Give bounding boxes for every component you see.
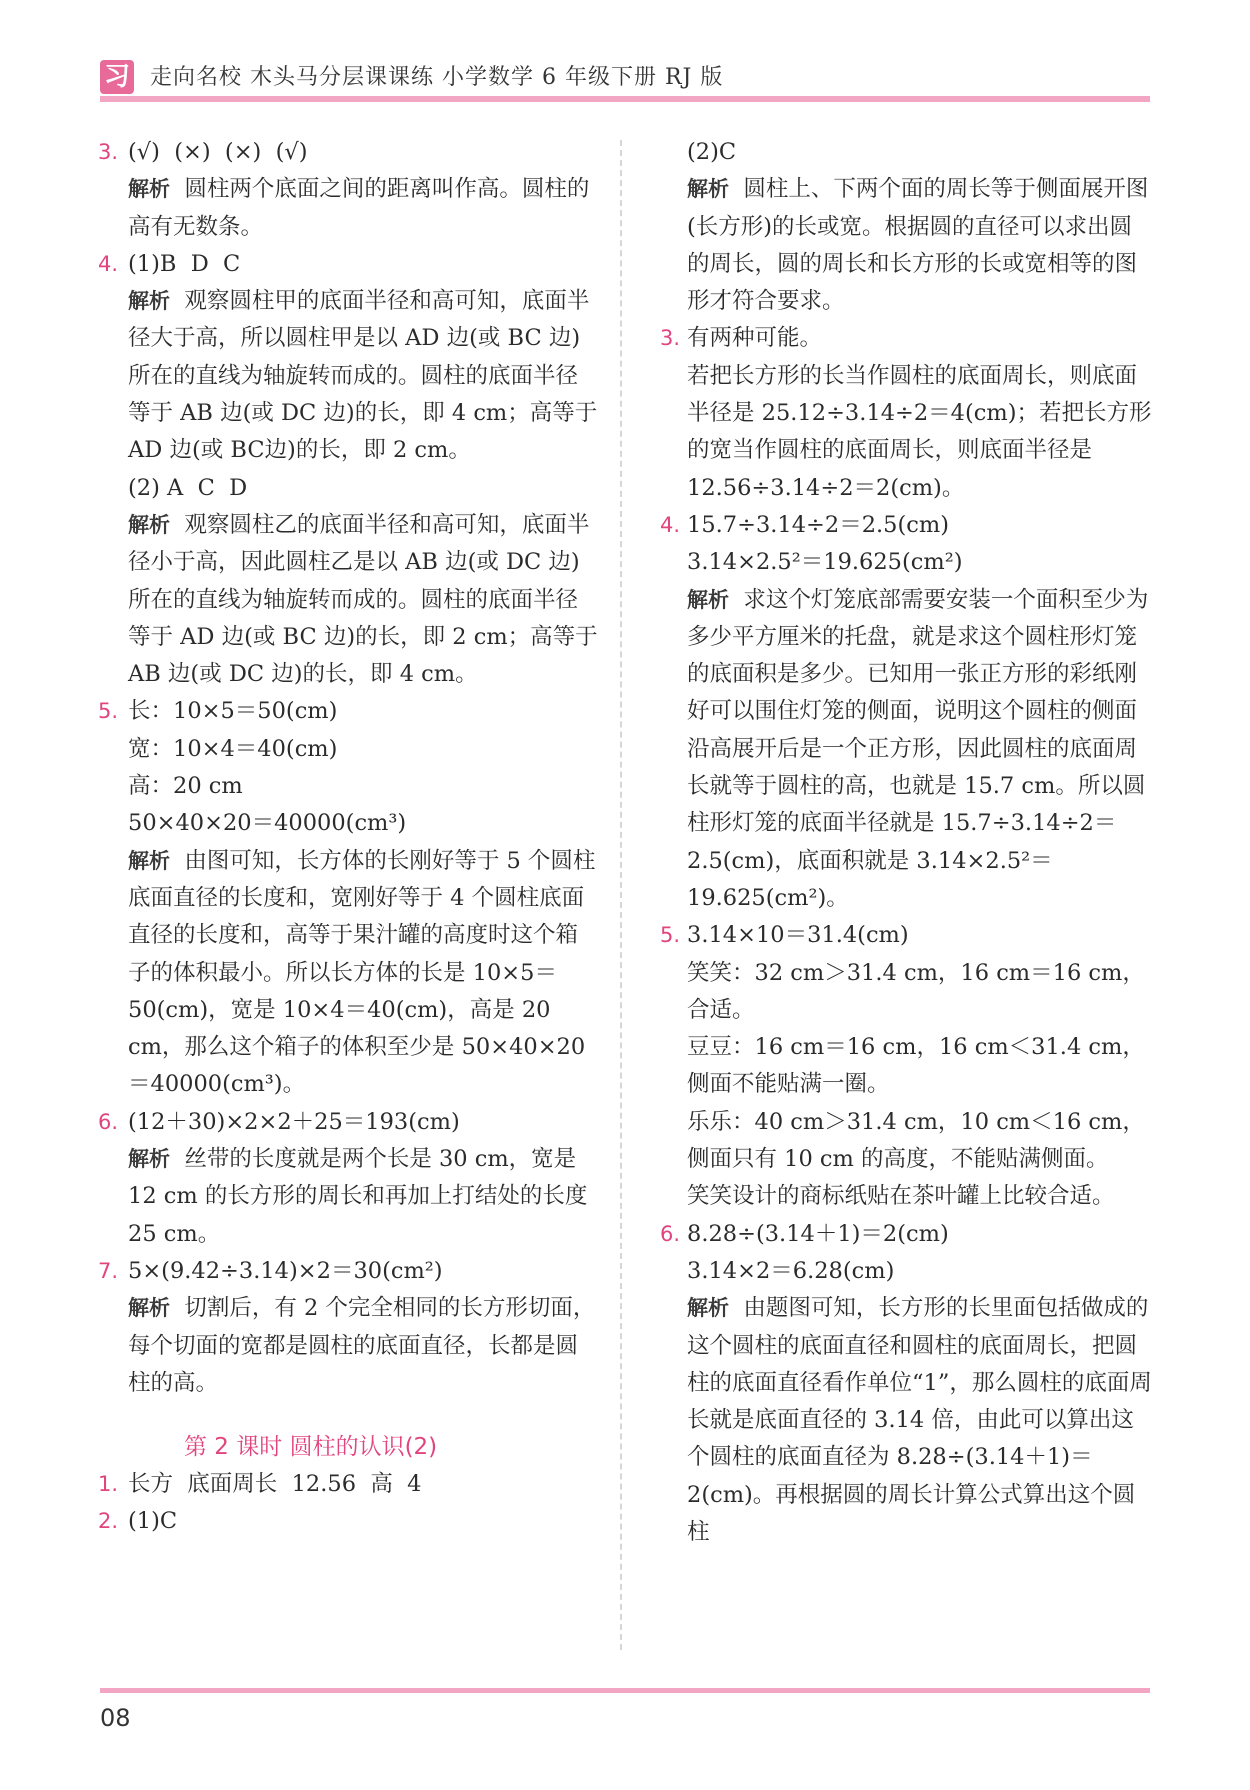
- paragraph-text: 若把长方形的长当作圆柱的底面周长，则底面半径是 25.12÷3.14÷2＝4(cm)；若把长方形的宽当作圆柱的底面周长，则底面半径是 12.56÷3.14÷2＝2(cm)。: [687, 362, 1152, 501]
- book-title: 走向名校 木头马分层课课练 小学数学 6 年级下册 RJ 版: [150, 65, 724, 90]
- answer-item: [100, 1253, 600, 1290]
- question-number: 4.: [98, 251, 119, 276]
- left-column: [98, 134, 605, 1541]
- answer-item: [100, 693, 600, 730]
- paragraph-text: 圆柱上、下两个面的周长等于侧面展开图(长方形)的长或宽。根据圆的直径可以求出圆的周长，圆的周长和长方形的长或宽相等的图形才符合要求。: [687, 176, 1149, 315]
- answer-line: [100, 805, 600, 842]
- question-number: 4.: [660, 512, 681, 537]
- footer-rule: [100, 1688, 1150, 1693]
- answer-line: [662, 358, 1152, 507]
- answer-item: [662, 320, 1152, 357]
- paragraph-text: 乐乐：40 cm＞31.4 cm，10 cm＜16 cm，侧面只有 10 cm 的高度，不能贴满侧面。: [687, 1108, 1145, 1173]
- analysis-label: 解析: [687, 1296, 729, 1321]
- question-number: 2.: [98, 1509, 119, 1534]
- paragraph-text: 丝带的长度就是两个长是 30 cm，宽是 12 cm 的长方形的周长和再加上打结处的长度 25 cm。: [128, 1146, 595, 1247]
- paragraph-text: (2)C: [687, 139, 737, 165]
- page-number: 08: [100, 1704, 131, 1732]
- analysis-label: 解析: [128, 848, 170, 873]
- question-number: 6.: [660, 1221, 681, 1246]
- answer-item: [662, 507, 1152, 544]
- paragraph-text: 3.14×10＝31.4(cm): [687, 922, 909, 949]
- answer-line: [662, 134, 1152, 171]
- analysis-label: 解析: [128, 512, 170, 537]
- paragraph-text: 观察圆柱甲的底面半径和高可知，底面半径大于高，所以圆柱甲是以 AD 边(或 BC 边)所在的直线为轴旋转而成的。圆柱的底面半径等于 AB 边(或 DC 边)的长，即 4 cm；高等于 AD 边(或 BC边)的长，即 2 cm。: [128, 288, 605, 464]
- paragraph-text: 由图可知，长方体的长刚好等于 5 个圆柱底面直径的长度和，宽刚好等于 4 个圆柱底面直径的长度和，高等于果汁罐的高度时这个箱子的体积最小。所以长方体的长是 10×5＝50(cm)，宽是 10×4＝40(cm)，高是 20 cm，那么这个箱子的体积至少是 50×40×20＝40000(cm³)。: [128, 847, 596, 1098]
- answer-item: [100, 246, 600, 283]
- question-number: 6.: [98, 1109, 119, 1134]
- paragraph-text: 笑笑：32 cm＞31.4 cm，16 cm＝16 cm，合适。: [687, 959, 1145, 1023]
- answer-line: [100, 768, 600, 805]
- paragraph-text: 5×(9.42÷3.14)×2＝30(cm²): [128, 1257, 443, 1284]
- answer-item: [100, 1466, 600, 1503]
- book-logo-icon: 习: [100, 60, 134, 94]
- answer-line: [662, 955, 1152, 1030]
- paragraph-text: 长：10×5＝50(cm): [128, 698, 338, 725]
- page-header: [100, 52, 1150, 100]
- answer-line: [662, 1029, 1152, 1104]
- paragraph-text: 笑笑设计的商标纸贴在茶叶罐上比较合适。: [687, 1183, 1115, 1210]
- paragraph-text: 长方 底面周长 12.56 高 4: [128, 1471, 422, 1498]
- paragraph-text: 切割后，有 2 个完全相同的长方形切面，每个切面的宽都是圆柱的底面直径，长都是圆柱的高。: [128, 1295, 596, 1396]
- paragraph-text: (2) A C D: [128, 474, 248, 501]
- analysis-label: 解析: [128, 177, 170, 202]
- answer-line: [662, 544, 1152, 581]
- paragraph-text: (1)C: [128, 1508, 178, 1535]
- answer-line: [662, 1253, 1152, 1290]
- paragraph-text: 豆豆：16 cm＝16 cm，16 cm＜31.4 cm，侧面不能贴满一圈。: [687, 1034, 1145, 1098]
- question-number: 7.: [98, 1258, 119, 1283]
- analysis-label: 解析: [128, 1147, 170, 1172]
- question-number: 5.: [98, 699, 119, 724]
- answer-line: [662, 1104, 1152, 1179]
- paragraph-text: 圆柱两个底面之间的距离叫作高。圆柱的高有无数条。: [128, 176, 590, 240]
- paragraph-text: 高：20 cm: [128, 773, 243, 800]
- question-number: 3.: [660, 326, 681, 351]
- paragraph-text: (12＋30)×2×2＋25＝193(cm): [128, 1108, 460, 1135]
- analysis-label: 解析: [687, 177, 729, 202]
- analysis-paragraph: [662, 1290, 1152, 1551]
- paragraph-text: 3.14×2＝6.28(cm): [687, 1257, 895, 1284]
- answer-item: [662, 917, 1152, 954]
- analysis-paragraph: [662, 582, 1152, 918]
- paragraph-text: 求这个灯笼底部需要安装一个面积至少为多少平方厘米的托盘，就是求这个圆柱形灯笼的底面积是多少。已知用一张正方形的彩纸刚好可以围住灯笼的侧面，说明这个圆柱的侧面沿高展开后是一个正方形，因此圆柱的底面周长就等于圆柱的高，也就是 15.7 cm。所以圆柱形灯笼的底面半径就是 15.7÷3.14÷2＝2.5(cm)，底面积就是 3.14×2.5²＝19.625(cm²)。: [687, 586, 1149, 911]
- answer-line: [100, 731, 600, 768]
- analysis-paragraph: [100, 283, 605, 469]
- paragraph-text: 由题图可知，长方形的长里面包括做成的这个圆柱的底面直径和圆柱的底面周长，把圆柱的底面直径看作单位“1”，那么圆柱的底面周长就是底面直径的 3.14 倍，由此可以算出这个圆柱的底面直径为 8.28÷(3.14＋1)＝2(cm)。再根据圆的周长计算公式算出这个圆柱: [687, 1295, 1152, 1545]
- analysis-paragraph: [100, 507, 605, 693]
- analysis-label: 解析: [128, 289, 170, 314]
- paragraph-text: 观察圆柱乙的底面半径和高可知，底面半径小于高，因此圆柱乙是以 AB 边(或 DC 边)所在的直线为轴旋转而成的。圆柱的底面半径等于 AD 边(或 BC 边)的长，即 2 cm；高等于 AB 边(或 DC 边)的长，即 4 cm。: [128, 511, 605, 688]
- paragraph-text: 15.7÷3.14÷2＝2.5(cm): [687, 511, 949, 538]
- analysis-paragraph: [662, 171, 1152, 320]
- question-number: 1.: [98, 1472, 119, 1497]
- answer-line: [662, 1178, 1152, 1215]
- column-divider: [620, 140, 622, 1650]
- analysis-paragraph: [100, 1290, 600, 1402]
- analysis-paragraph: [100, 171, 600, 246]
- answer-item: [100, 1503, 600, 1540]
- right-column: [662, 134, 1152, 1551]
- answer-item: [100, 1104, 600, 1141]
- answer-item: [662, 1216, 1152, 1253]
- answer-line: [100, 470, 600, 507]
- analysis-paragraph: [100, 843, 600, 1104]
- question-number: 5.: [660, 923, 681, 948]
- answer-item: [100, 134, 600, 171]
- paragraph-text: 8.28÷(3.14＋1)＝2(cm): [687, 1220, 949, 1247]
- paragraph-text: (1)B D C: [128, 250, 241, 277]
- analysis-label: 解析: [128, 1296, 170, 1321]
- paragraph-text: (√) (×) (×) (√): [128, 139, 308, 165]
- paragraph-text: 3.14×2.5²＝19.625(cm²): [687, 549, 963, 576]
- analysis-label: 解析: [687, 587, 729, 612]
- paragraph-text: 宽：10×4＝40(cm): [128, 735, 338, 762]
- section-title: 第 2 课时 圆柱的认识(2): [184, 1434, 438, 1461]
- paragraph-text: 有两种可能。: [687, 325, 823, 352]
- question-number: 3.: [98, 140, 119, 164]
- analysis-paragraph: [100, 1141, 600, 1253]
- paragraph-text: 50×40×20＝40000(cm³): [128, 810, 407, 837]
- header-rule: [100, 96, 1150, 102]
